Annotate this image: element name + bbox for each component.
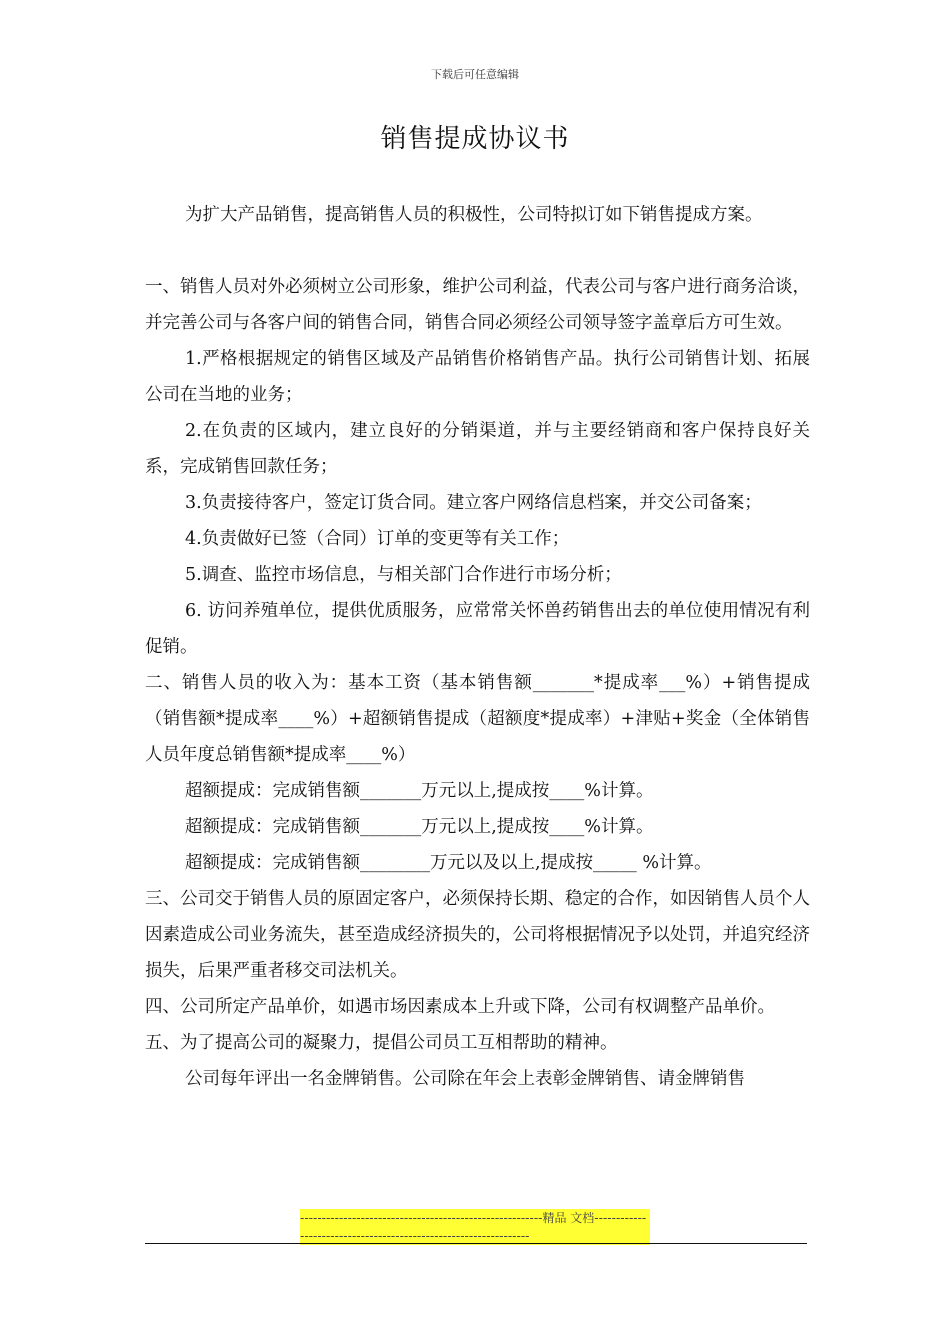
section-1-item-5: 5.调查、监控市场信息，与相关部门合作进行市场分析； [185, 565, 622, 585]
section-2-item-1: 超额提成：完成销售额_______万元以上,提成按____%计算。 [185, 781, 654, 801]
section-1-item-4: 4.负责做好已签（合同）订单的变更等有关工作； [185, 529, 570, 549]
footer-divider [145, 1243, 807, 1244]
section-4: 四、公司所定产品单价，如遇市场因素成本上升或下降，公司有权调整产品单价。 [145, 997, 775, 1017]
footer-banner: --------------------------------------------------------精品 文档----------------------------------------------------------------- [300, 1209, 650, 1245]
section-2-item-3: 超额提成：完成销售额________万元以及以上,提成按_____ %计算。 [185, 853, 712, 873]
section-1-item-2: 2.在负责的区域内，建立良好的分销渠道，并与主要经销商和客户保持良好关系，完成销售回款任务； [145, 421, 810, 477]
section-2: 二、销售人员的收入为：基本工资（基本销售额_______*提成率___%）+销售提成（销售额*提成率____%）+超额销售提成（超额度*提成率）+津贴+奖金（全体销售人员年度总销售额*提成率____%） [145, 673, 810, 765]
section-3: 三、公司交于销售人员的原固定客户，必须保持长期、稳定的合作，如因销售人员个人因素造成公司业务流失，甚至造成经济损失的，公司将根据情况予以处罚，并追究经济损失，后果严重者移交司法机关。 [145, 889, 810, 981]
document-body [145, 197, 810, 1097]
section-5-paragraph: 公司每年评出一名金牌销售。公司除在年会上表彰金牌销售、请金牌销售 [185, 1069, 745, 1089]
section-1-item-1: 1.严格根据规定的销售区域及产品销售价格销售产品。执行公司销售计划、拓展公司在当地的业务； [145, 349, 810, 405]
section-1-item-3: 3.负责接待客户，签定订货合同。建立客户网络信息档案，并交公司备案； [185, 493, 762, 513]
section-1: 一、销售人员对外必须树立公司形象，维护公司利益，代表公司与客户进行商务洽谈，并完善公司与各客户间的销售合同，销售合同必须经公司领导签字盖章后方可生效。 [145, 277, 810, 333]
section-1-item-6: 6. 访问养殖单位，提供优质服务，应常常关怀兽药销售出去的单位使用情况有利促销。 [145, 601, 810, 657]
document-title: 销售提成协议书 [380, 124, 570, 154]
header-note: 下载后可任意编辑 [431, 68, 519, 81]
section-5: 五、为了提高公司的凝聚力，提倡公司员工互相帮助的精神。 [145, 1033, 618, 1053]
section-2-item-2: 超额提成：完成销售额_______万元以上,提成按____%计算。 [185, 817, 654, 837]
intro-paragraph: 为扩大产品销售，提高销售人员的积极性，公司特拟订如下销售提成方案。 [185, 205, 763, 225]
